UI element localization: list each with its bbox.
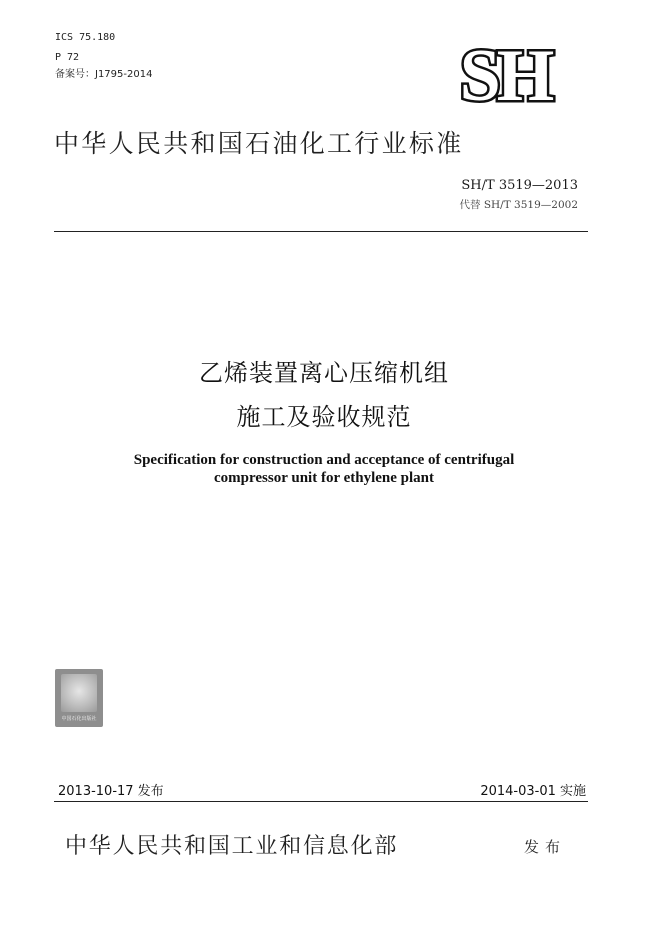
anti-counterfeit-stamp [55,669,103,727]
issue-label: 发布 [524,838,567,856]
ccs-code: P 72 [55,52,80,63]
cn-title-line1: 乙烯装置离心压缩机组 [199,359,449,387]
sh-logo [437,40,573,108]
replaces-standard: 代替 SH/T 3519—2002 [459,199,578,211]
sh-logo-text: SH [459,40,551,108]
en-title-line1: Specification for construction and acceptance of centrifugal [133,452,515,468]
bottom-divider [54,801,588,802]
effective-date: 2014-03-01 实施 [480,784,586,799]
hologram-seal [61,674,97,712]
issuing-authority: 中华人民共和国工业和信息化部 [65,834,399,859]
en-title-line2: compressor unit for ethylene plant [214,470,434,486]
filing-number: 备案号：J1795-2014 [55,69,153,80]
top-divider [54,231,588,232]
stamp-caption: 中国石化出版社 [61,716,97,722]
standard-category-title: 中华人民共和国石油化工行业标准 [54,129,464,158]
publish-date: 2013-10-17 发布 [58,784,164,799]
cn-title-line2: 施工及验收规范 [236,403,412,431]
standard-number: SH/T 3519—2013 [461,178,578,193]
ics-code: ICS 75.180 [55,32,116,43]
